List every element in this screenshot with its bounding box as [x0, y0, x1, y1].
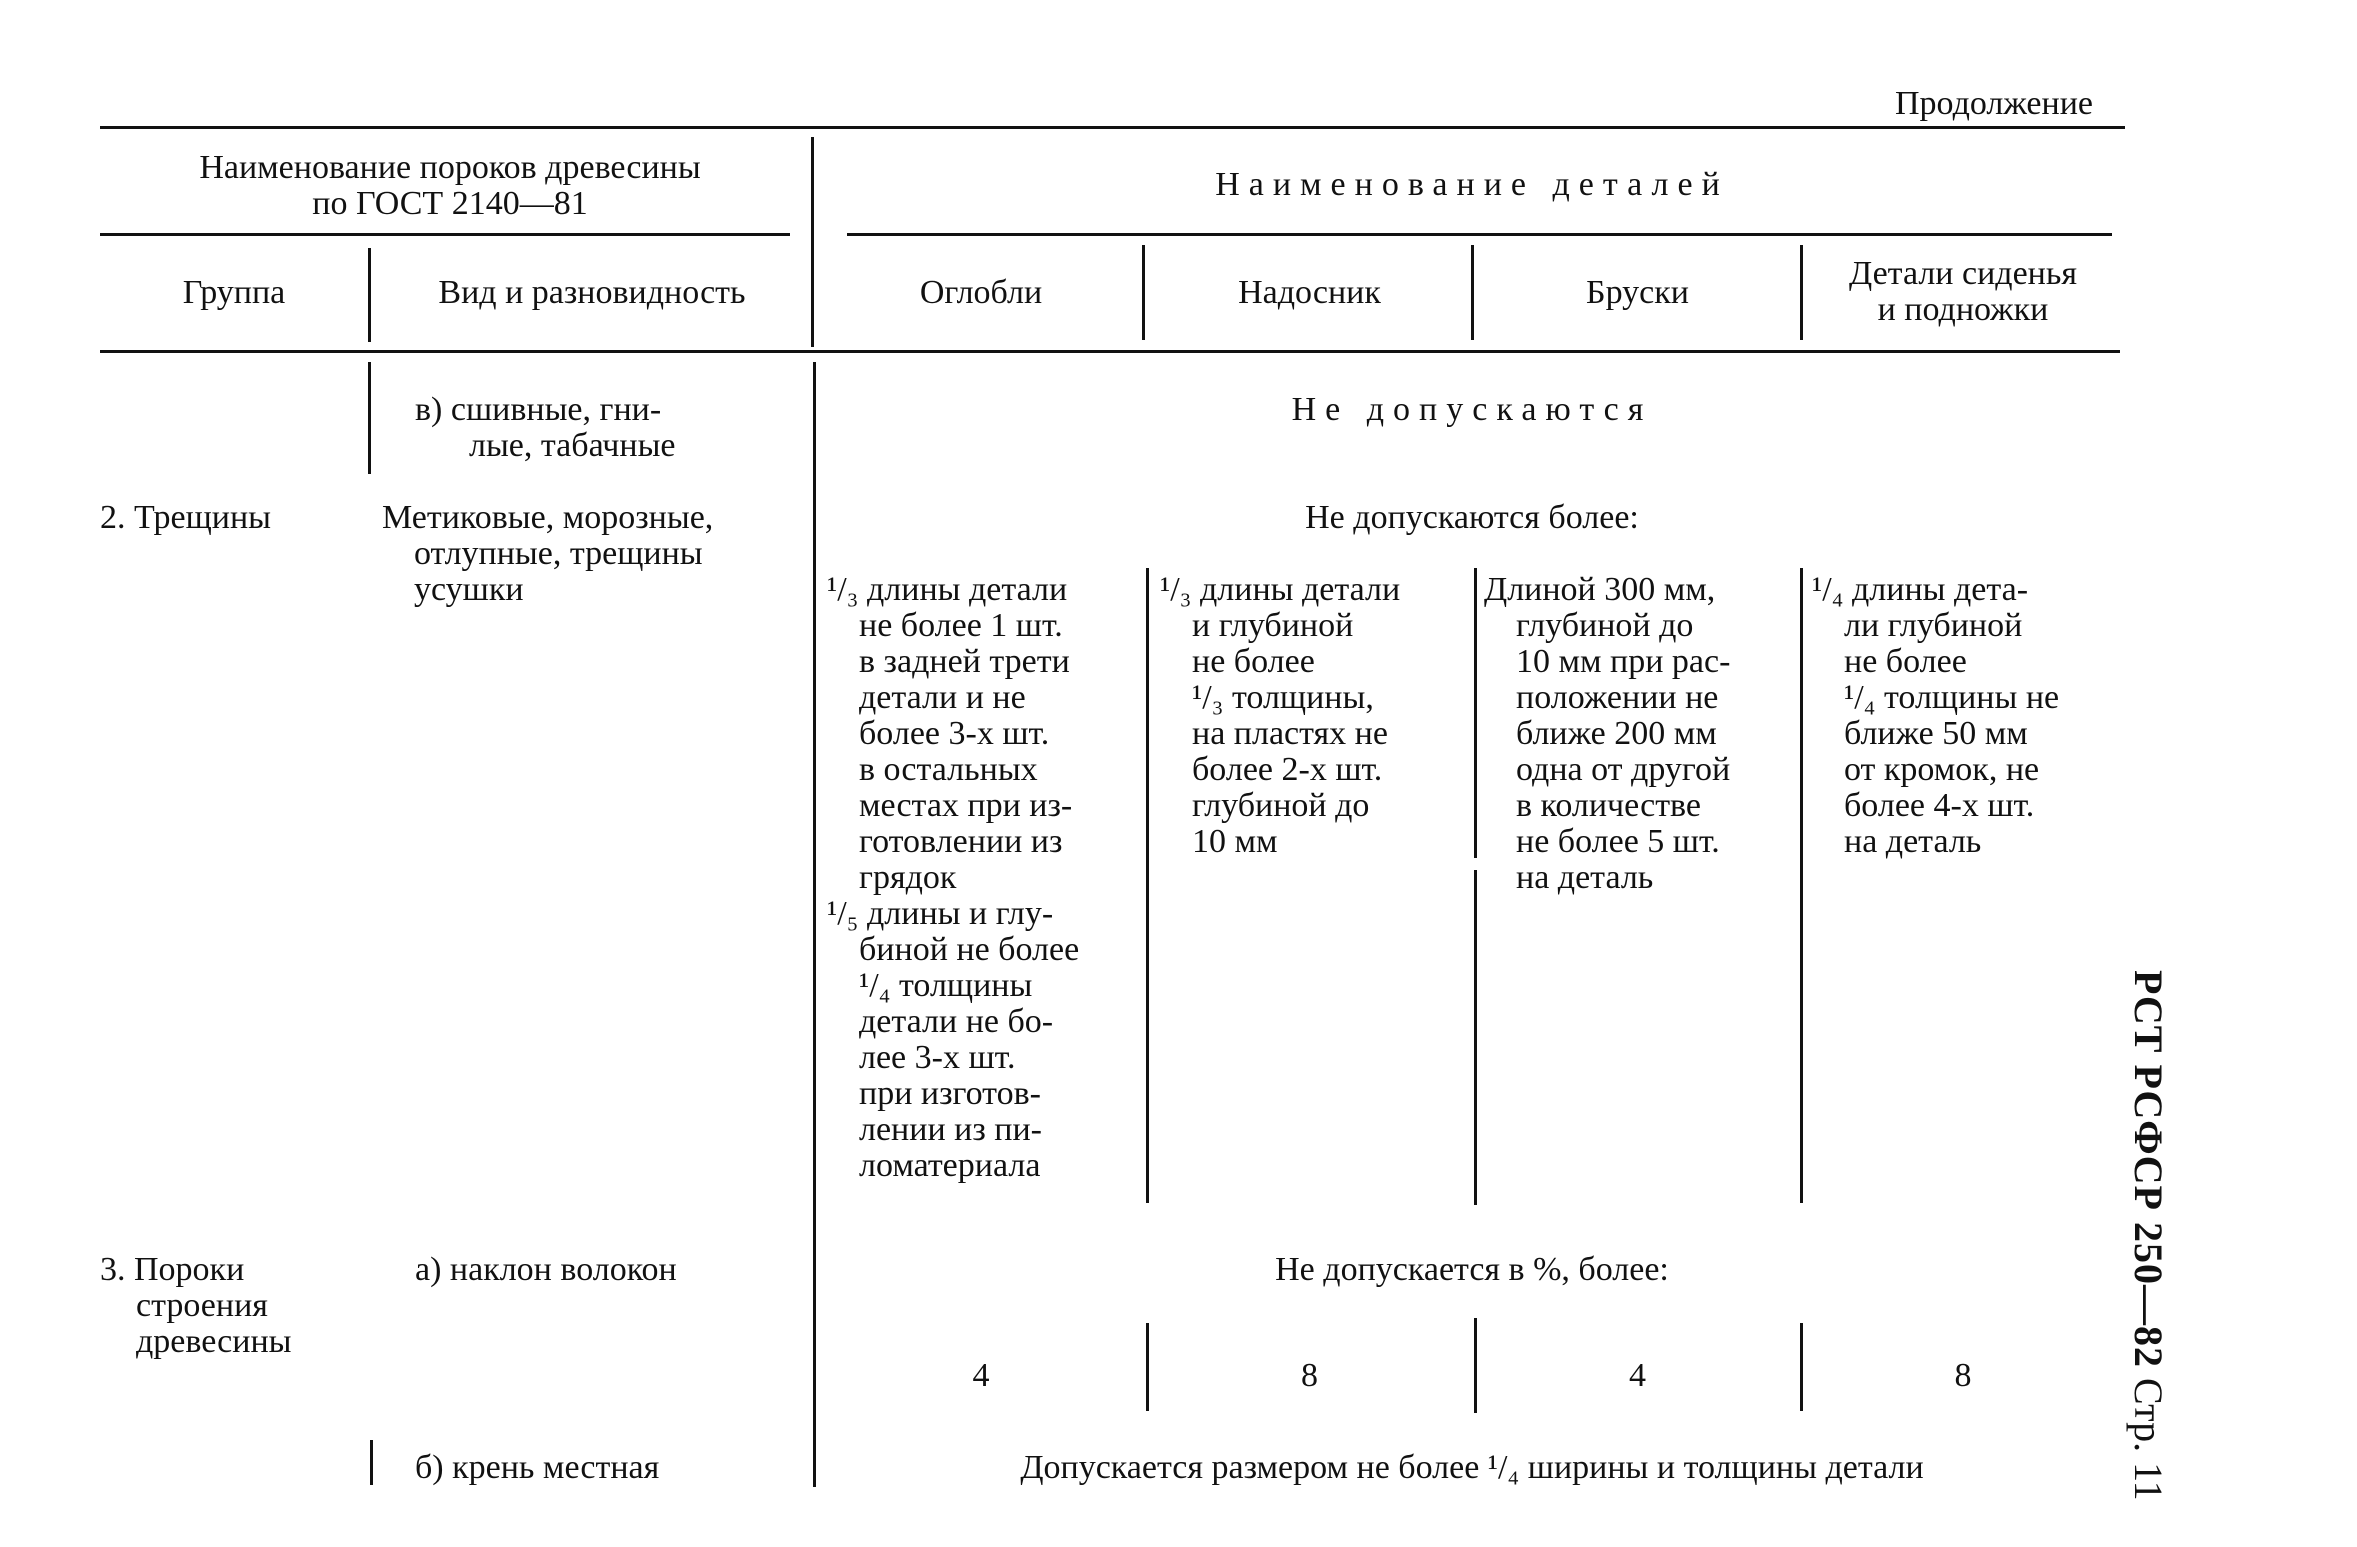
kind-line: Метиковые, морозные, [382, 499, 714, 536]
cell-line: детали и не [859, 679, 1026, 716]
cell-line: биной не более [859, 931, 1080, 968]
row-knots-kind [415, 392, 676, 464]
kind-line: лые, табачные [469, 427, 676, 464]
cell-line: ¹/₃ толщины, [1192, 679, 1374, 716]
value-bars: 4 [1629, 1357, 1646, 1394]
cell-line: не более 5 шт. [1516, 823, 1720, 860]
cell-line: на деталь [1516, 859, 1654, 896]
cell-line: от кромок, не [1844, 751, 2040, 788]
cracks-cell-bars [1484, 572, 1730, 896]
cracks-cell-shafts [827, 572, 1079, 1184]
part-name-line: Оглобли [919, 274, 1043, 311]
cracks-divider-3 [1800, 568, 1803, 1203]
part-name-line: Детали сиденья [1848, 255, 2078, 292]
side-label-code: РСТ РСФСР 250—82 [2126, 970, 2171, 1368]
cell-line: местах при из- [859, 787, 1073, 824]
cell-line: ломатериала [859, 1147, 1041, 1184]
column-header-part-4 [1800, 256, 2126, 328]
header-divider-main [811, 137, 814, 347]
parts-title: Наименование деталей [1215, 166, 1729, 203]
cell-line: лее 3-х шт. [859, 1039, 1016, 1076]
column-header-kind: Вид и разновидность [438, 274, 746, 311]
cell-line: более 2-х шт. [1192, 751, 1383, 788]
cell-line: на деталь [1844, 823, 1982, 860]
cell-line: и глубиной [1192, 607, 1354, 644]
group-line: древесины [136, 1323, 292, 1360]
group-line: 3. Пороки [100, 1251, 245, 1288]
cell-line: 10 мм [1192, 823, 1278, 860]
body-divider-kind-bottom [370, 1440, 373, 1485]
row-knots-verdict: Не допускаются [1291, 391, 1653, 428]
cell-line: ¹/₄ длины дета- [1812, 571, 2029, 608]
kind-line: в) сшивные, гни- [415, 391, 662, 428]
row-structure-verdict-b: Допускается размером не более ¹/₄ ширины и толщины детали [1020, 1449, 1924, 1486]
part-name-line: и подножки [1877, 291, 2049, 328]
defects-title [110, 150, 790, 222]
body-divider-kind [368, 362, 371, 474]
body-divider-main [813, 362, 816, 1487]
side-label-page: Стр. 11 [2126, 1377, 2171, 1501]
side-label [2126, 970, 2170, 1501]
cell-line: глубиной до [1192, 787, 1370, 824]
cell-line: более 3-х шт. [859, 715, 1050, 752]
cell-line: ближе 200 мм [1516, 715, 1717, 752]
cell-line: готовлении из [859, 823, 1063, 860]
row-structure-verdict-a: Не допускается в %, более: [1275, 1251, 1669, 1288]
row-cracks-kind [382, 500, 713, 608]
continuation-label: Продолжение [1895, 85, 2094, 122]
cracks-cell-saddle [1160, 572, 1400, 860]
row-structure-kind-a: а) наклон волокон [415, 1251, 677, 1288]
cell-line: глубиной до [1516, 607, 1694, 644]
table-top-rule [100, 126, 2125, 129]
column-header-part-2 [1146, 275, 1473, 311]
value-seat: 8 [1954, 1357, 1972, 1394]
cell-line: не более [1192, 643, 1315, 680]
cell-line: ближе 50 мм [1844, 715, 2028, 752]
cell-line: в остальных [859, 751, 1038, 788]
defects-header-rule [100, 233, 790, 236]
cell-line: ¹/₅ длины и глу- [827, 895, 1054, 932]
row-cracks-group: 2. Трещины [100, 499, 271, 536]
cracks-divider-2a [1474, 568, 1477, 858]
parts-header-rule [847, 233, 2112, 236]
part-name-line: Бруски [1586, 274, 1689, 311]
cell-line: ли глубиной [1844, 607, 2023, 644]
kind-line: усушки [414, 571, 524, 608]
header-divider-group [368, 248, 371, 342]
defects-title-line: Наименование пороков древесины [199, 149, 701, 186]
row-cracks-verdict: Не допускаются более: [1305, 499, 1639, 536]
cell-line: ¹/₃ длины детали [827, 571, 1068, 608]
cell-line: более 4-х шт. [1844, 787, 2035, 824]
group-line: строения [136, 1287, 268, 1324]
value-saddle: 8 [1301, 1357, 1318, 1394]
cell-line: не более [1844, 643, 1967, 680]
cell-line: ¹/₄ толщины не [1844, 679, 2060, 716]
cell-line: в задней трети [859, 643, 1070, 680]
cell-line: одна от другой [1516, 751, 1731, 788]
cell-line: ¹/₄ толщины [859, 967, 1033, 1004]
row-structure-group [100, 1252, 292, 1360]
column-header-group: Группа [182, 274, 286, 311]
cell-line: на пластях не [1192, 715, 1388, 752]
cell-line: грядок [859, 859, 957, 896]
kind-line: отлупные, трещины [414, 535, 703, 572]
header-bottom-rule [100, 350, 2120, 353]
defects-title-line: по ГОСТ 2140—81 [312, 185, 588, 222]
cell-line: положении не [1516, 679, 1719, 716]
part-name-line: Надосник [1238, 274, 1381, 311]
cell-line: Длиной 300 мм, [1484, 571, 1716, 608]
cracks-cell-seat [1812, 572, 2059, 860]
column-header-part-3 [1474, 275, 1801, 311]
cell-line: в количестве [1516, 787, 1701, 824]
cell-line: при изготов- [859, 1075, 1041, 1112]
cracks-divider-1 [1146, 568, 1149, 1203]
value-shafts: 4 [972, 1357, 990, 1394]
cell-line: ¹/₃ длины детали [1160, 571, 1401, 608]
cracks-divider-2b [1474, 870, 1477, 1205]
column-header-part-1 [817, 275, 1145, 311]
cell-line: лении из пи- [859, 1111, 1042, 1148]
cell-line: 10 мм при рас- [1516, 643, 1731, 680]
cell-line: детали не бо- [859, 1003, 1054, 1040]
cell-line: не более 1 шт. [859, 607, 1063, 644]
row-structure-kind-b: б) крень местная [415, 1449, 660, 1486]
